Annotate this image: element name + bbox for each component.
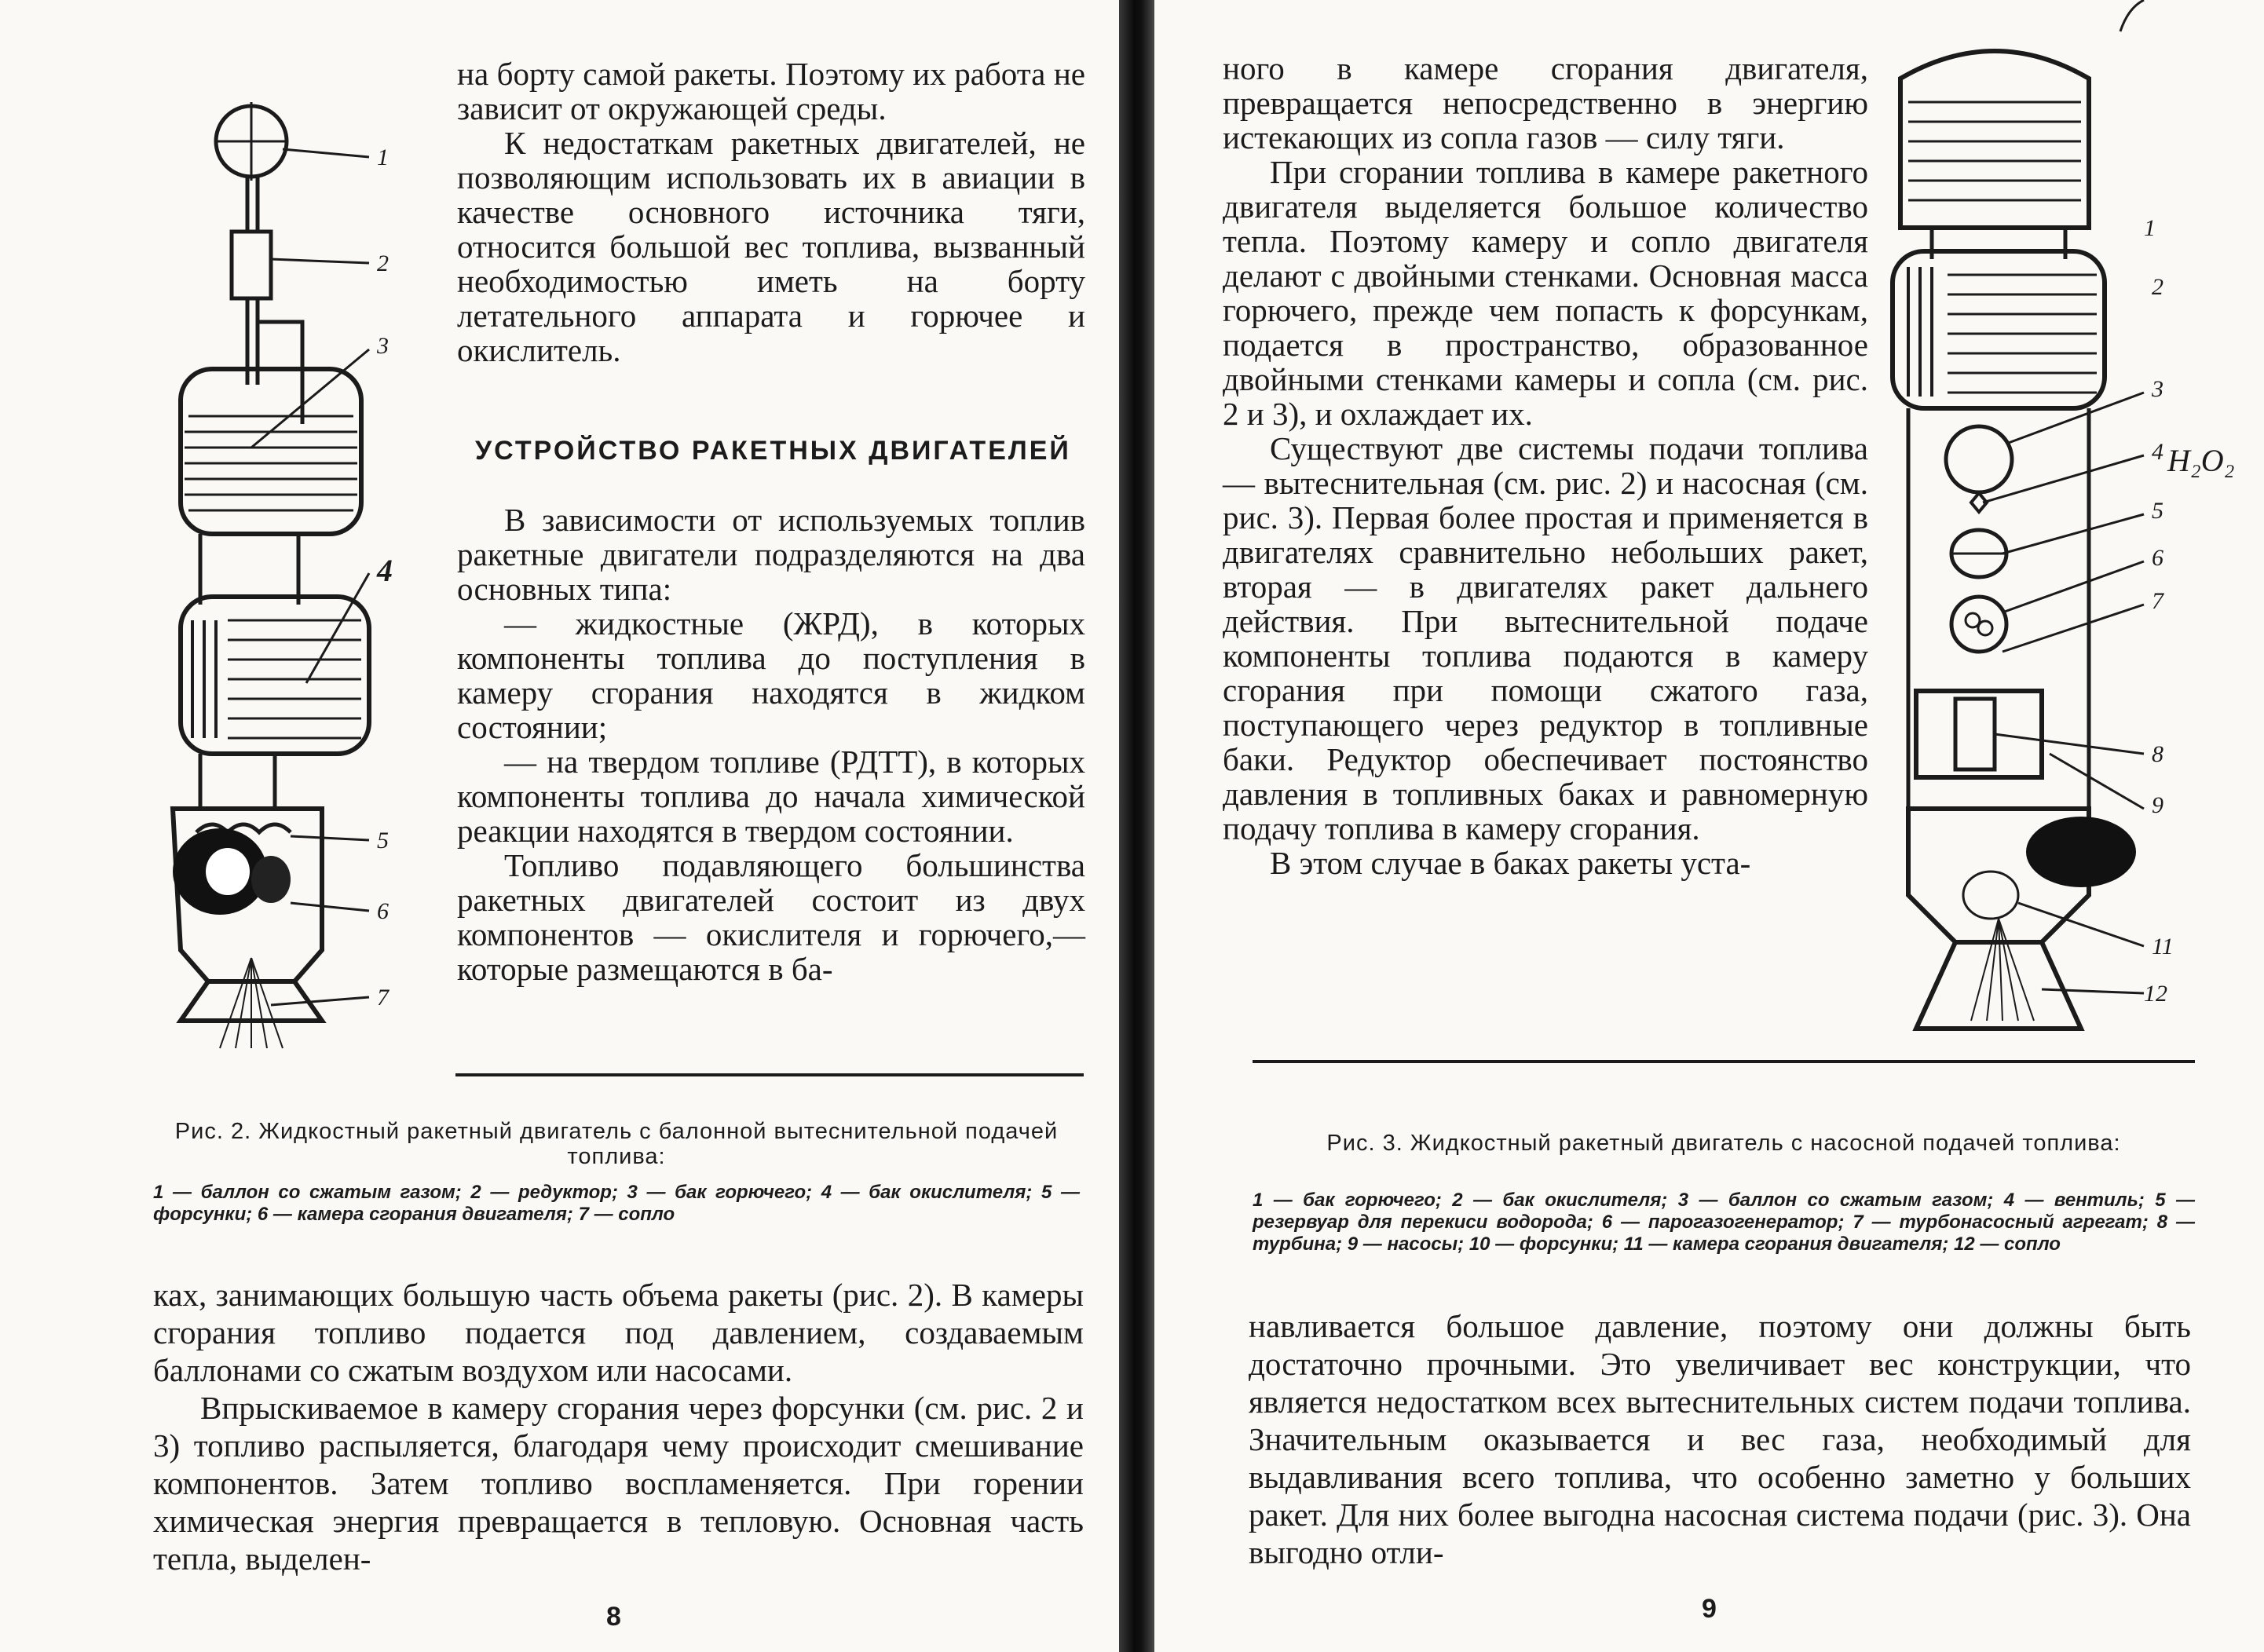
fig3-label: 2 bbox=[2152, 274, 2163, 300]
paragraph: В зависимости от используемых топлив ракетные двигатели подразделяются на два основных типа: bbox=[457, 502, 1085, 607]
figure-caption-legend: 1 — баллон со сжатым газом; 2 — редуктор; 3 — бак горючего; 4 — бак окислителя; 5 — форсунки; 6 — камера сгорания двигателя; 7 — сопло bbox=[153, 1182, 1080, 1225]
fig3-label: 8 bbox=[2152, 741, 2163, 767]
fig2-label: 3 bbox=[377, 333, 389, 359]
caption-rule bbox=[455, 1073, 1084, 1076]
paragraph: При сгорании топлива в камере ракетного двигателя выделяется большое количество тепла. Поэтому камеру и сопло двигателя делают с двойными стенками. Основная масса горючего, прежде чем попасть к форсункам, подается в пространство, образованное двойными стенками камеры и сопла (см. рис. 2 и 3), и охлаждает их. bbox=[1223, 154, 1868, 432]
fig3-label: 3 bbox=[2152, 376, 2163, 402]
fig2-label: 1 bbox=[377, 144, 389, 170]
right-column-top bbox=[1223, 51, 1868, 880]
fig3-label: 6 bbox=[2152, 545, 2163, 571]
paragraph: Впрыскиваемое в камеру сгорания через форсунки (см. рис. 2 и 3) топливо распыляется, благодаря чему происходит смешивание компонентов. Затем топливо воспламеняется. При горении химическая энергия превращается в тепловую. Основная часть тепла, выделен- bbox=[153, 1390, 1084, 1577]
figure-caption-title: Рис. 2. Жидкостный ракетный двигатель с балонной вытеснительной подачей топлива: bbox=[174, 1119, 1059, 1169]
paragraph: ках, занимающих большую часть объема ракеты (рис. 2). В камеры сгорания топливо подается под давлением, создаваемым баллонами со сжатым воздухом или насосами. bbox=[153, 1277, 1084, 1388]
paragraph: К недостаткам ракетных двигателей, не позволяющим использовать их в авиации в качестве основного источника тяги, относится большой вес топлива, вызванный необходимостью иметь на борту летательного аппарата и горючее и окислитель. bbox=[457, 125, 1085, 368]
left-bottom-text bbox=[153, 1276, 1084, 1577]
left-page bbox=[0, 0, 1131, 1652]
handwritten-note: H₂O₂ bbox=[2167, 443, 2235, 478]
right-page bbox=[1154, 0, 2264, 1652]
fig3-label: 9 bbox=[2152, 792, 2163, 818]
left-column-bottom bbox=[457, 503, 1085, 986]
fig3-label: 4 bbox=[2152, 439, 2163, 465]
paragraph: — жидкостные (ЖРД), в которых компоненты топлива до поступления в камеру сгорания находятся в жидком состоянии; bbox=[457, 605, 1085, 745]
page-number: 8 bbox=[606, 1602, 621, 1632]
paragraph: Существуют две системы подачи топлива — вытеснительная (см. рис. 2) и насосная (см. рис. 3). Первая более простая и применяется в двигателях сравнительно небольших ракет, вторая — в двигателях ракет дальнего действия. При вытеснительной подаче компоненты топлива подаются в камеру сгорания при помощи сжатого газа, поступающего через редуктор в топливные баки. Редуктор обеспечивает постоянство давления в топливных баках и равномерную подачу топлива в камеру сгорания. bbox=[1223, 430, 1868, 846]
right-bottom-text bbox=[1249, 1307, 2191, 1571]
fig3-label: 5 bbox=[2152, 498, 2163, 524]
page-number: 9 bbox=[1702, 1594, 1717, 1624]
figure-3-diagram bbox=[1885, 0, 2235, 1044]
paragraph: — на твердом топливе (РДТТ), в которых компоненты топлива до начала химической реакции находятся в твердом состоянии. bbox=[457, 744, 1085, 849]
fig2-label: 4 bbox=[377, 553, 393, 588]
book-spine bbox=[1119, 0, 1157, 1652]
figure-2-diagram bbox=[133, 55, 432, 1052]
paragraph: В этом случае в баках ракеты уста- bbox=[1270, 845, 1751, 881]
fig2-label: 5 bbox=[377, 828, 389, 853]
figure-caption-title: Рис. 3. Жидкостный ракетный двигатель с насосной подачей топлива: bbox=[1326, 1131, 2121, 1156]
paragraph: на борту самой ракеты. Поэтому их работа не зависит от окружающей среды. bbox=[457, 56, 1085, 126]
fig2-label: 6 bbox=[377, 898, 389, 924]
fig3-label: 11 bbox=[2152, 934, 2174, 959]
fig2-label: 7 bbox=[377, 985, 389, 1011]
section-heading: УСТРОЙСТВО РАКЕТНЫХ ДВИГАТЕЛЕЙ bbox=[475, 436, 1071, 466]
fig3-label: 7 bbox=[2152, 588, 2163, 614]
fig3-label: 12 bbox=[2144, 981, 2167, 1007]
paragraph: навливается большое давление, поэтому они должны быть достаточно прочными. Это увеличивает вес конструкции, что является недостатком всех вытеснительных систем подачи топлива. Значительным оказывается и вес газа, необходимый для выдавливания всего топлива, что особенно заметно у больших ракет. Для них более выгодна насосная система подачи (рис. 3). Она выгодно отли- bbox=[1249, 1308, 2191, 1570]
figure-caption-legend: 1 — бак горючего; 2 — бак окислителя; 3 — баллон со сжатым газом; 4 — вентиль; 5 — резервуар для перекиси водорода; 6 — парогазогенератор; 7 — турбонасосный агрегат; 8 — турбина; 9 — насосы; 10 — форсунки; 11 — камера сгорания двигателя; 12 — сопло bbox=[1253, 1190, 2195, 1255]
fig2-label: 2 bbox=[377, 250, 389, 276]
paragraph: ного в камере сгорания двигателя, превращается непосредственно в энергию истекающих из сопла газов — силу тяги. bbox=[1223, 50, 1868, 155]
left-column-top bbox=[457, 57, 1085, 367]
fig3-label: 1 bbox=[2144, 215, 2156, 241]
caption-rule bbox=[1253, 1060, 2195, 1063]
paragraph: Топливо подавляющего большинства ракетных двигателей состоит из двух компонентов — окислителя и горючего,— которые размещаются в ба- bbox=[457, 847, 1085, 987]
